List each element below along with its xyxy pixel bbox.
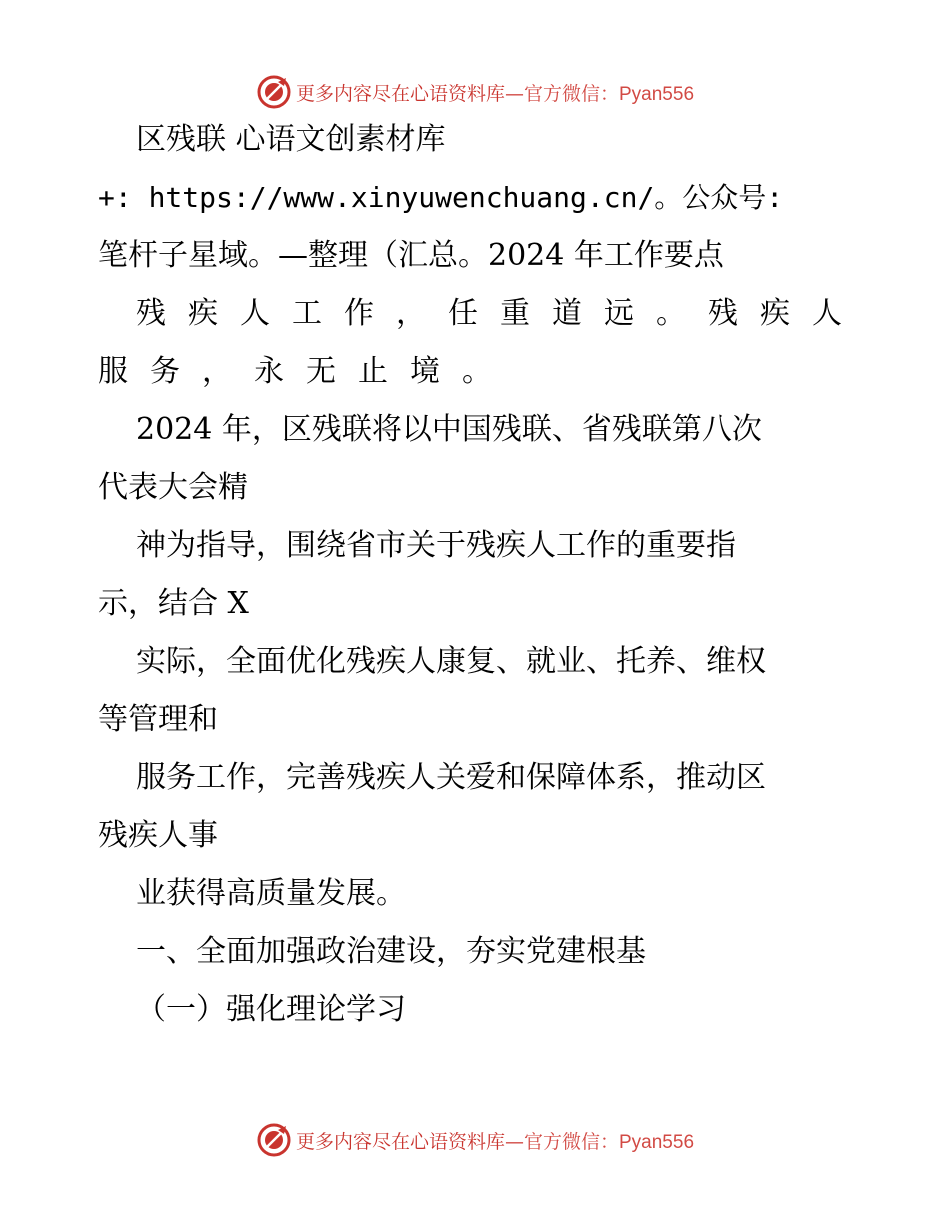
doc-line-4: 残疾人工作，任重道远。残疾人 [136,296,864,331]
doc-line-10: 实际，全面优化残疾人康复、就业、托养、维权 [136,644,766,679]
doc-line-6: 2024 年，区残联将以中国残联、省残联第八次 [136,412,762,447]
doc-line-12: 服务工作，完善残疾人关爱和保障体系，推动区 [136,760,766,795]
subsection-heading-1: （一）强化理论学习 [136,992,406,1027]
footer-watermark [0,1120,950,1160]
watermark-text: 更多内容尽在心语资料库—官方微信：Pyan556 [295,1130,695,1153]
doc-line-1: 区残联 心语文创素材库 [136,122,446,157]
doc-line-7: 代表大会精 [98,470,248,505]
header-watermark [0,72,950,112]
doc-line-14: 业获得高质量发展。 [136,876,406,911]
doc-line-8: 神为指导，围绕省市关于残疾人工作的重要指 [136,528,736,563]
doc-line-9: 示，结合 X [98,586,249,621]
doc-line-5: 服务，永无止境。 [98,354,514,389]
seal-logo-icon [256,1122,292,1158]
watermark-text: 更多内容尽在心语资料库—官方微信：Pyan556 [295,82,695,105]
doc-line-13: 残疾人事 [98,818,218,853]
doc-line-3: 笔杆子星域。—整理（汇总。2024 年工作要点 [98,238,724,273]
doc-line-2: +: https://www.xinyuwenchuang.cn/。公众号: [98,181,784,214]
section-heading-1: 一、全面加强政治建设，夯实党建根基 [136,934,646,969]
seal-logo-icon [256,74,292,110]
doc-line-11: 等管理和 [98,702,218,737]
